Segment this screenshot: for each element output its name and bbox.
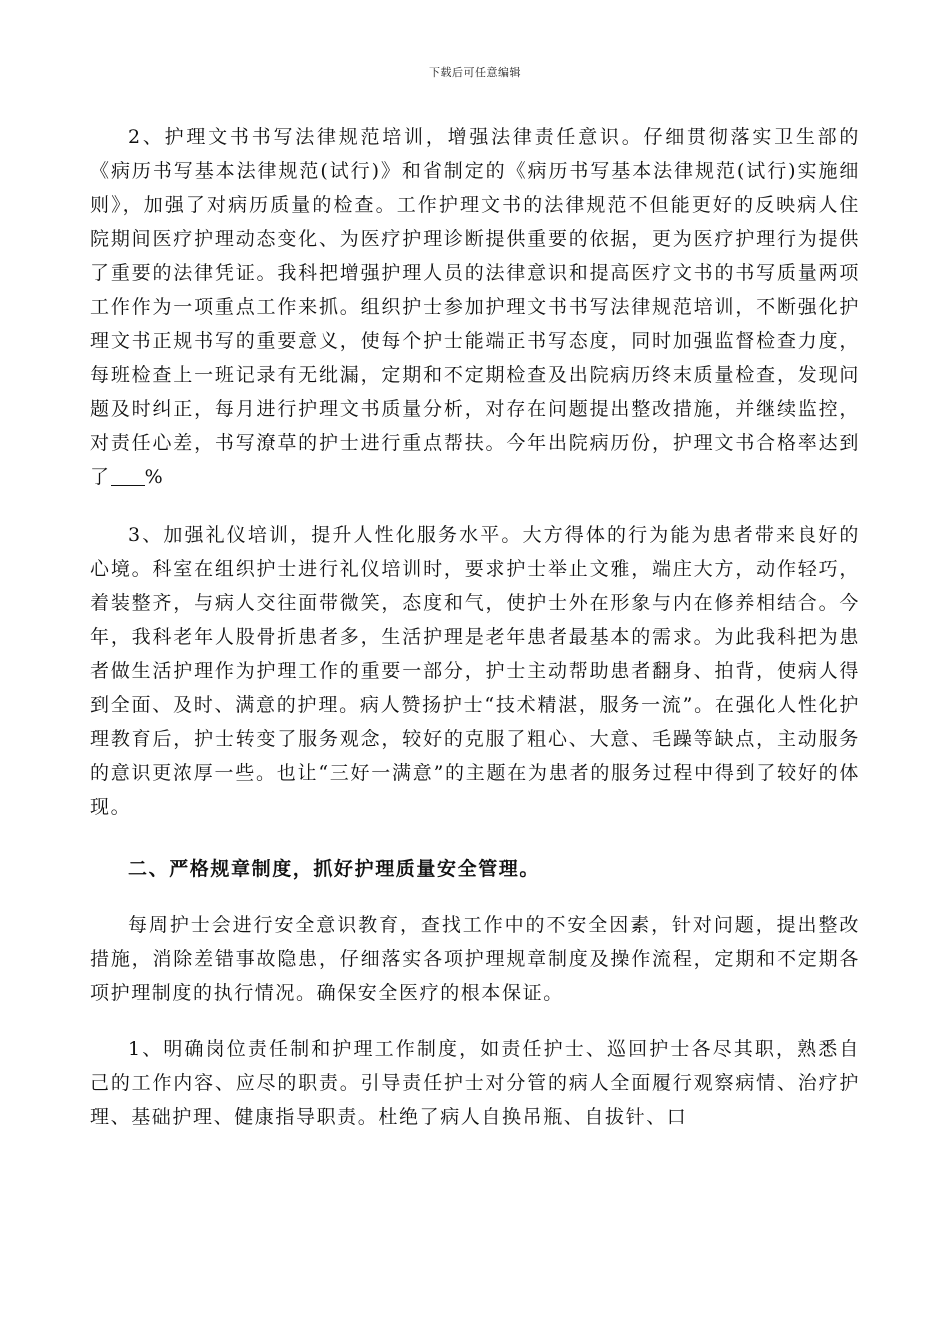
- section-heading: 二、严格规章制度，抓好护理质量安全管理。: [128, 858, 541, 880]
- paragraph-nursing-documents-text: 2、护理文书书写法律规范培训，增强法律责任意识。仔细贯彻落实卫生部的《病历书写基本法律规范(试行)》和省制定的《病历书写基本法律规范(试行)实施细则》，加强了对病历质量的检查。工作护理文书的法律规范不但能更好的反映病人住院期间医疗护理动态变化、为医疗护理诊断提供重要的依据，更为医疗护理行为提供了重要的法律凭证。我科把增强护理人员的法律意识和提高医疗文书的书写质量两项工作作为一项重点工作来抓。组织护士参加护理文书书写法律规范培训，不断强化护理文书正规书写的重要意义，使每个护士能端正书写态度，同时加强监督检查力度，每班检查上一班记录有无纰漏，定期和不定期检查及出院病历终末质量检查，发现问题及时纠正，每月进行护理文书质量分析，对存在问题提出整改措施，并继续监控，对责任心差，书写潦草的护士进行重点帮扶。今年出院病历份，护理文书合格率达到了: [90, 126, 860, 488]
- document-body: [90, 120, 860, 1134]
- blank-fill-line: [111, 465, 145, 486]
- paragraph-nursing-documents: [90, 120, 860, 494]
- paragraph-responsibility-system: 1、明确岗位责任制和护理工作制度，如责任护士、巡回护士各尽其职，熟悉自己的工作内容、应尽的职责。引导责任护士对分管的病人全面履行观察病情、治疗护理、基础护理、健康指导职责。杜绝了病人自换吊瓶、自拔针、口: [90, 1038, 860, 1128]
- paragraph-etiquette-training: 3、加强礼仪培训，提升人性化服务水平。大方得体的行为能为患者带来良好的心境。科室在组织护士进行礼仪培训时，要求护士举止文雅，端庄大方，动作轻巧，着装整齐，与病人交往面带微笑，态度和气，使护士外在形象与内在修养相结合。今年，我科老年人股骨折患者多，生活护理是老年患者最基本的需求。为此我科把为患者做生活护理作为护理工作的重要一部分，护士主动帮助患者翻身、拍背，使病人得到全面、及时、满意的护理。病人赞扬护士“技术精湛，服务一流”。在强化人性化护理教育后，护士转变了服务观念，较好的克服了粗心、大意、毛躁等缺点，主动服务的意识更浓厚一些。也让“三好一满意”的主题在为患者的服务过程中得到了较好的体现。: [90, 524, 860, 818]
- paragraph-safety-education: 每周护士会进行安全意识教育，查找工作中的不安全因素，针对问题，提出整改措施，消除差错事故隐患，仔细落实各项护理规章制度及操作流程，定期和不定期各项护理制度的执行情况。确保安全医疗的根本保证。: [90, 914, 860, 1004]
- percent-sign: %: [144, 466, 165, 488]
- header-note: 下载后可任意编辑: [429, 66, 521, 79]
